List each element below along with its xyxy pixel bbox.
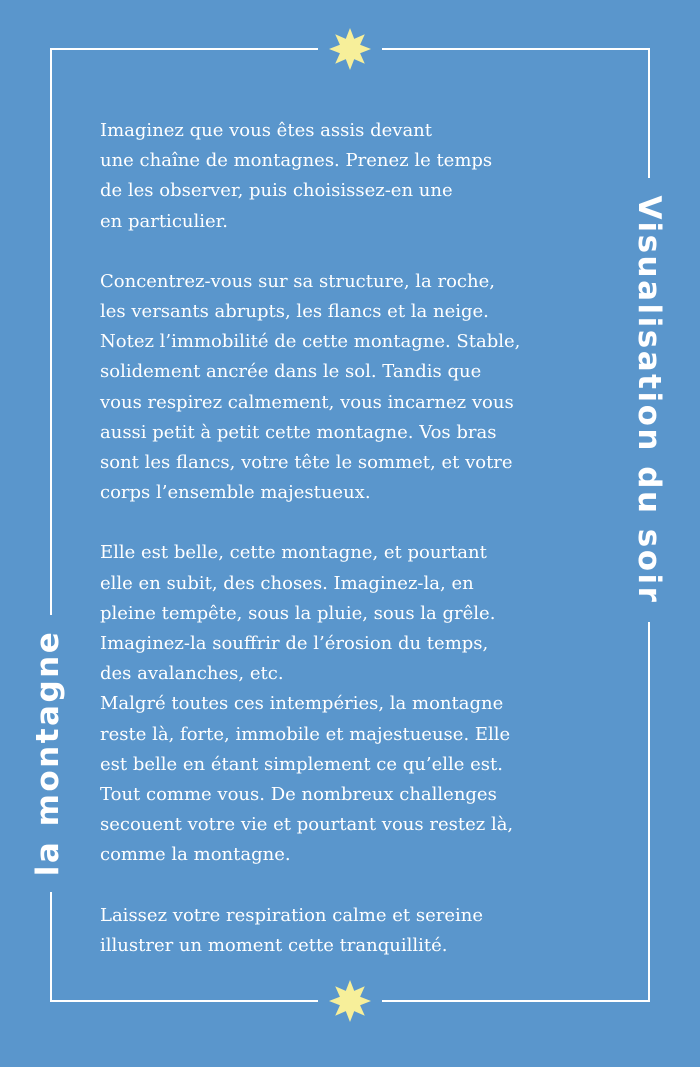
text-line: illustrer un moment cette tranquillité. [100, 934, 448, 956]
section-title-visualisation: Visualisation du soir [631, 195, 667, 605]
exercise-title-mountain: la montagne [30, 629, 66, 877]
frame-border-right-upper [648, 48, 650, 178]
frame-border-top-left [50, 48, 318, 50]
text-line: vous respirez calmement, vous incarnez vous [100, 391, 514, 413]
frame-border-left-lower [50, 892, 52, 1002]
text-line: elle en subit, des choses. Imaginez-la, en [100, 572, 474, 594]
text-line: Imaginez-la souffrir de l’érosion du temps, [100, 633, 489, 655]
text-line: Tout comme vous. De nombreux challenges [100, 784, 497, 806]
text-line: Concentrez-vous sur sa structure, la roche, [100, 270, 495, 292]
text-line: Notez l’immobilité de cette montagne. Stable, [100, 331, 521, 353]
paragraph-storm [100, 538, 610, 870]
text-line: reste là, forte, immobile et majestueuse. Elle [100, 723, 511, 745]
text-line: corps l’ensemble majestueux. [100, 482, 371, 504]
sun-star-icon [326, 25, 374, 73]
text-line: en particulier. [100, 210, 229, 232]
text-line: secouent votre vie et pourtant vous restez là, [100, 814, 514, 836]
paragraph-breathing [100, 901, 610, 961]
text-line: est belle en étant simplement ce qu’elle est. [100, 753, 503, 775]
star-shape [329, 28, 371, 70]
text-line: de les observer, puis choisissez-en une [100, 180, 453, 202]
text-line: Malgré toutes ces intempéries, la montagne [100, 693, 504, 715]
text-line: une chaîne de montagnes. Prenez le temps [100, 150, 493, 172]
exercise-body [100, 116, 610, 961]
text-line: pleine tempête, sous la pluie, sous la grêle. [100, 602, 496, 624]
text-line: Laissez votre respiration calme et sereine [100, 904, 484, 926]
frame-border-top-right [382, 48, 650, 50]
text-line: Imaginez que vous êtes assis devant [100, 120, 433, 141]
text-line: des avalanches, etc. [100, 663, 284, 685]
frame-border-left-upper [50, 48, 52, 615]
text-line: Elle est belle, cette montagne, et pourtant [100, 542, 487, 564]
frame-border-bottom-left [50, 1000, 318, 1002]
paragraph-structure [100, 267, 610, 509]
text-line: aussi petit à petit cette montagne. Vos bras [100, 421, 497, 443]
text-line: solidement ancrée dans le sol. Tandis que [100, 361, 482, 383]
sun-star-icon [326, 977, 374, 1025]
text-line: les versants abrupts, les flancs et la neige. [100, 301, 489, 323]
text-line: comme la montagne. [100, 844, 291, 866]
frame-border-bottom-right [382, 1000, 650, 1002]
paragraph-intro [100, 116, 610, 237]
frame-border-right-lower [648, 622, 650, 1002]
star-shape [329, 980, 371, 1022]
text-line: sont les flancs, votre tête le sommet, et votre [100, 452, 513, 474]
